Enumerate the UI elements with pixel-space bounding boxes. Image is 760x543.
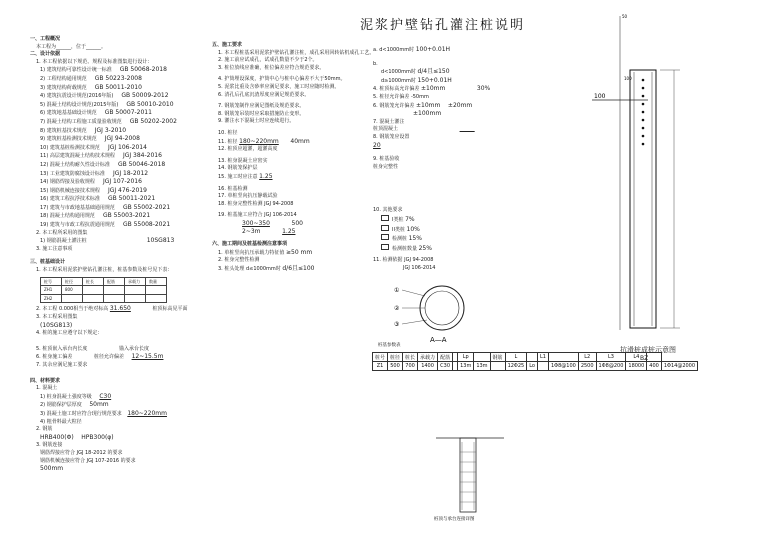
standard-item: 15) 钢筋机械连接技术规程 JGJ 476-2019	[40, 186, 147, 194]
text-line: 1. 本工程依据以下规范、规程及标准图集进行设计：	[36, 58, 153, 65]
mini-table-row	[41, 294, 167, 303]
section-heading: 六、施工期间及桩基检测注意事项	[212, 241, 288, 248]
standard-item: 12) 混凝土结构耐久性设计标准 GB 50046-2018	[40, 160, 166, 168]
table-cell	[62, 294, 83, 303]
elevation-subcaption: BZ	[640, 355, 649, 362]
table-header-cell: 钢筋	[490, 353, 505, 362]
table-row	[373, 362, 698, 371]
note-line: 8. 钢筋笼吊装时应采取措施防止变形。	[218, 110, 305, 117]
text-line: 钢筋机械连接应符合 JGJ 107-2016 的要求	[40, 457, 136, 464]
text-line: HRB400(Φ) HPB300(φ)	[40, 433, 114, 441]
section-label: A—A	[430, 336, 447, 344]
note-line: 1. 本工程桩基采用泥浆护壁钻孔灌注桩，成孔采用回转钻机成孔工艺。	[218, 49, 375, 56]
table-cell: 2500	[578, 362, 596, 371]
table-cell: 700	[403, 362, 418, 371]
table-cell	[83, 294, 104, 303]
legend-swatch	[381, 234, 389, 240]
text-line: a. d<1000mm时 100+0.01H	[373, 46, 451, 53]
table-header-cell: L1	[538, 353, 549, 362]
text-line: 1. 混凝土	[36, 385, 58, 392]
table-header-cell: L	[505, 353, 527, 362]
pile-mini-table	[40, 277, 167, 304]
note-line: 10. 桩径	[218, 129, 238, 136]
table-header-cell: 桩号	[373, 353, 388, 362]
table-cell	[83, 286, 104, 295]
table-cell	[125, 294, 146, 303]
text-line: 300~350 500	[242, 219, 303, 227]
legend-item: 检测桩 15%	[381, 234, 490, 244]
pile-top-detail	[432, 432, 512, 522]
text-line: 钢筋焊接应符合 JGJ 18-2012 的要求	[40, 449, 123, 456]
note-line: 16. 桩基检测	[218, 185, 248, 192]
table-cell: 13m	[458, 362, 474, 371]
note-line: 3. 桩位放线应准确，桩位偏差应符合规范要求。	[218, 64, 325, 71]
section-heading: 一、工程概况	[30, 36, 61, 42]
note-line: 5. 泥浆比重及含砂率应满足要求，施工时应随时检测。	[218, 83, 340, 90]
standard-item: 13) 工业建筑防腐蚀设计标准 JGJ 18-2012	[40, 169, 149, 177]
table-cell	[146, 286, 167, 295]
text-line: 2~3m 1.25	[242, 228, 296, 236]
standard-item: 2) 工程结构通用规范 GB 50223-2008	[40, 74, 142, 82]
table-cell: 配筋	[104, 277, 125, 286]
mini-table-row	[41, 286, 167, 295]
leader-line	[402, 320, 427, 324]
table-header-cell: L2	[578, 353, 596, 362]
table-cell	[104, 294, 125, 303]
pile-parameter-table	[372, 352, 698, 371]
pile-cage-circle	[425, 291, 459, 325]
table-cell: 18000	[626, 362, 647, 371]
text-line: 2. 桩身完整性检测	[218, 257, 260, 264]
text-line: 9. 桩基验收	[373, 156, 400, 163]
table-header-cell: 桩长	[403, 353, 418, 362]
callout: ②	[394, 305, 400, 312]
table-header-cell	[527, 353, 538, 362]
text-line: ±100mm	[413, 110, 442, 118]
note-line: 19. 桩基施工应符合 JGJ 106-2014	[218, 212, 297, 219]
pile-elevation-drawing	[590, 10, 700, 340]
legend-swatch	[381, 215, 389, 221]
standard-item: 8) 建筑桩基技术规范 JGJ 3-2010	[40, 126, 127, 134]
text-line: 本工程为______，位于______。	[36, 43, 107, 50]
text-line: 500mm	[40, 465, 64, 473]
text-line: 3. 桩头处理 d≤1000mm时 d/6且≤100	[218, 264, 315, 272]
text-line: 4. 桩的施工应遵守以下规定：	[36, 330, 103, 337]
text-line: 1) 钢筋混凝土灌注桩 10SG813	[40, 237, 175, 245]
note-line: 11. 桩径 180~220mm 40mm	[218, 137, 310, 145]
col1-notes	[30, 36, 187, 474]
text-line: 3) 混凝土施工时应符合现行规范要求 180~220mm	[40, 409, 167, 417]
note-line: 17. 单桩竖向抗压静载试验	[218, 193, 278, 200]
legend	[373, 215, 490, 253]
text-line: 3. 钢筋连接	[36, 442, 63, 449]
page-title: 泥浆护壁钻孔灌注桩说明	[360, 18, 526, 33]
rebar-dots	[642, 79, 645, 146]
legend-swatch	[381, 244, 389, 250]
table-header-cell	[647, 353, 662, 362]
table-cell: 1Φ8@200	[596, 362, 626, 371]
table-cell: 800	[62, 286, 83, 295]
text-line: 2) 钢筋保护层厚度 50mm	[40, 401, 109, 409]
callout: ③	[394, 321, 400, 328]
pile-body	[460, 438, 476, 512]
table-cell: 承载力	[125, 277, 146, 286]
table-cell: ZH1	[41, 286, 62, 295]
text-line: 10. 其他要求	[373, 207, 403, 214]
legend-swatch	[381, 225, 389, 231]
text-line: 6. 钢筋笼允许偏差 ±10mm ±20mm	[373, 101, 473, 109]
table-cell	[104, 286, 125, 295]
mini-table-header	[41, 277, 167, 286]
text-line: 5. 桩顶嵌入承台内长度 锚入承台长度	[36, 345, 149, 352]
table-cell: C30	[438, 362, 453, 371]
standard-item: 3) 建筑结构荷载规范 GB 50011-2010	[40, 83, 142, 91]
table-header-cell: L3	[596, 353, 626, 362]
standards-list	[30, 66, 187, 229]
standard-item: 10) 建筑基桩检测技术规范 JGJ 106-2014	[40, 143, 147, 151]
table-header-cell: 配筋	[438, 353, 453, 362]
standard-item: 6) 建筑地基基础设计规范 GB 50007-2011	[40, 109, 152, 117]
col3-notes	[373, 46, 490, 272]
note-line: 18. 桩身完整性检测 JGJ 94-2008	[218, 200, 294, 207]
table-cell: ZH2	[41, 294, 62, 303]
text-line: 1. 本工程采用泥浆护壁钻孔灌注桩，桩基参数及桩号见下表：	[36, 267, 173, 274]
note-line: 14. 钢筋笼保护层	[218, 165, 258, 172]
table-cell: 桩长	[83, 277, 104, 286]
table-header-cell	[548, 353, 578, 362]
text-line: 2. 本工程 0.000相当于绝对标高 31.650 桩顶标高见平面	[36, 305, 188, 313]
legend-item: 检测桩数量 25%	[381, 244, 490, 254]
text-line: 6. 桩身施工偏差 桩径允许偏差 12~15.5m	[36, 353, 164, 361]
text-line: d<1000mm时 d/4且≤150	[381, 68, 450, 76]
table-cell: 13m	[474, 362, 490, 371]
text-line: 2. 本工程所采用的图集	[36, 229, 88, 236]
section-heading: 三、桩基础设计	[30, 259, 66, 266]
note-line: 4. 护筒埋设深度，护筒中心与桩中心偏差不大于50mm。	[218, 76, 346, 83]
text-line: 11. 检测依据 JGJ 94-2008	[373, 257, 434, 264]
construction-notes	[212, 50, 374, 220]
standard-item: 7) 混凝土结构工程施工质量验收规范 GB 50202-2002	[40, 117, 177, 125]
standard-item: 19) 建筑与市政工程抗震通用规范 GB 55008-2021	[40, 221, 171, 229]
table-cell: Lo	[527, 362, 538, 371]
note-line: 13. 桩身混凝土应密实	[218, 157, 268, 164]
note-line: 6. 清孔后孔底沉渣厚度应满足规范要求。	[218, 91, 310, 98]
leader-line	[402, 290, 425, 296]
text-line: 5. 桩径允许偏差 -50mm	[373, 93, 429, 100]
dim-label: 100	[624, 76, 632, 81]
note-line: 7. 钢筋笼制作应满足图纸及规范要求。	[218, 103, 305, 110]
text-line: 1) 桩身混凝土强度等级 C30	[40, 392, 112, 400]
table-cell	[490, 362, 505, 371]
table-cell: 1Φ8@100	[548, 362, 578, 371]
table-cell: 桩径	[62, 277, 83, 286]
pile-outer-circle	[420, 286, 464, 330]
standard-item: 4) 建筑抗震设计规范(2016年版) GB 50009-2012	[40, 92, 169, 100]
text-line: JGJ 106-2014	[403, 264, 436, 271]
dim-label: 100	[594, 93, 606, 100]
table-cell	[125, 286, 146, 295]
standard-item: 11) 高层建筑混凝土结构技术规程 JGJ 384-2016	[40, 152, 162, 160]
table-cell	[538, 362, 549, 371]
text-line: 桩身完整性	[373, 163, 399, 170]
text-line: 2. 钢筋	[36, 426, 53, 433]
table-cell: 数量	[146, 277, 167, 286]
callout: ①	[394, 287, 400, 294]
table-cell: 500	[388, 362, 403, 371]
section-aa-drawing	[392, 278, 472, 348]
table-header-cell	[474, 353, 490, 362]
elevation-caption: 抗滑桩成桩示意图	[620, 346, 676, 354]
standard-item: 1) 建筑结构可靠性设计统一标准 GB 50068-2018	[40, 66, 167, 74]
text-line: 4. 桩顶标高允许偏差 ±10mm 30%	[373, 85, 491, 93]
note-line: 2. 施工前应试成孔，试成孔数量不少于2个。	[218, 57, 318, 64]
text-line: 3. 施工注意事项	[36, 245, 73, 252]
table-header-row	[373, 353, 698, 362]
table-cell	[146, 294, 167, 303]
text-line: 1. 单桩竖向抗压承载力特征值 ≥50 mm	[218, 248, 313, 256]
table-cell: 1Φ14@2000	[661, 362, 697, 371]
note-line: 9. 灌注水下混凝土时应连续进行。	[218, 118, 295, 125]
legend-item: II类桩 10%	[381, 225, 490, 235]
text-line: 3. 本工程采用图集	[36, 314, 78, 320]
table-cell: 12Φ25	[505, 362, 527, 371]
table-cell: 400	[647, 362, 662, 371]
text-line: 8. 钢筋笼应设置	[373, 133, 410, 140]
standard-item: 18) 混凝土结构通用规范 GB 55003-2021	[40, 212, 151, 220]
standard-item: 14) 钢筋焊接及验收规程 JGJ 107-2016	[40, 178, 142, 186]
table-header-cell: L4	[626, 353, 647, 362]
table-header-cell: 承载力	[418, 353, 438, 362]
text-line: 7. 混凝土灌注	[373, 118, 405, 125]
standard-item: 16) 建筑工程抗浮技术标准 GB 50011-2021	[40, 195, 156, 203]
text-line: 桩顶混凝土 ______	[373, 126, 475, 133]
detail-caption: 桩顶与承台连接详图	[434, 517, 475, 522]
table-cell: 1400	[418, 362, 438, 371]
table-title: 桩基参数表	[378, 343, 401, 348]
dim-label: 50	[622, 14, 628, 19]
section-heading: 五、施工要求	[212, 42, 243, 48]
table-header-cell: Lp	[458, 353, 474, 362]
text-line: 20	[373, 141, 381, 149]
legend-item: I类桩 7%	[381, 215, 490, 225]
note-line: 12. 桩顶应超灌，超灌高度	[218, 146, 278, 153]
table-cell: 桩号	[41, 277, 62, 286]
note-line: 15. 施工时应注意 1.25	[218, 172, 273, 180]
section-heading: 二、设计依据	[30, 51, 61, 58]
text-line: d≥1000mm时 150+0.01H	[381, 76, 452, 84]
standard-item: 9) 建筑桩基检测技术规范 JGJ 94-2008	[40, 135, 140, 143]
text-line: 4) 粗骨料最大粒径	[40, 418, 82, 425]
table-cell: Z1	[373, 362, 388, 371]
text-line: b.	[373, 60, 378, 67]
text-line: (10SG813)	[40, 321, 73, 329]
col2-notes	[212, 42, 374, 273]
text-line: 7. 其余应满足施工要求	[36, 361, 88, 368]
table-header-cell: 桩径	[388, 353, 403, 362]
stirrups	[460, 452, 476, 502]
section-heading: 四、材料要求	[30, 377, 61, 384]
standard-item: 17) 建筑与市政地基基础通用规范 GB 55002-2021	[40, 203, 171, 211]
standard-item: 5) 混凝土结构设计规范(2015年版) GB 50010-2010	[40, 100, 174, 108]
